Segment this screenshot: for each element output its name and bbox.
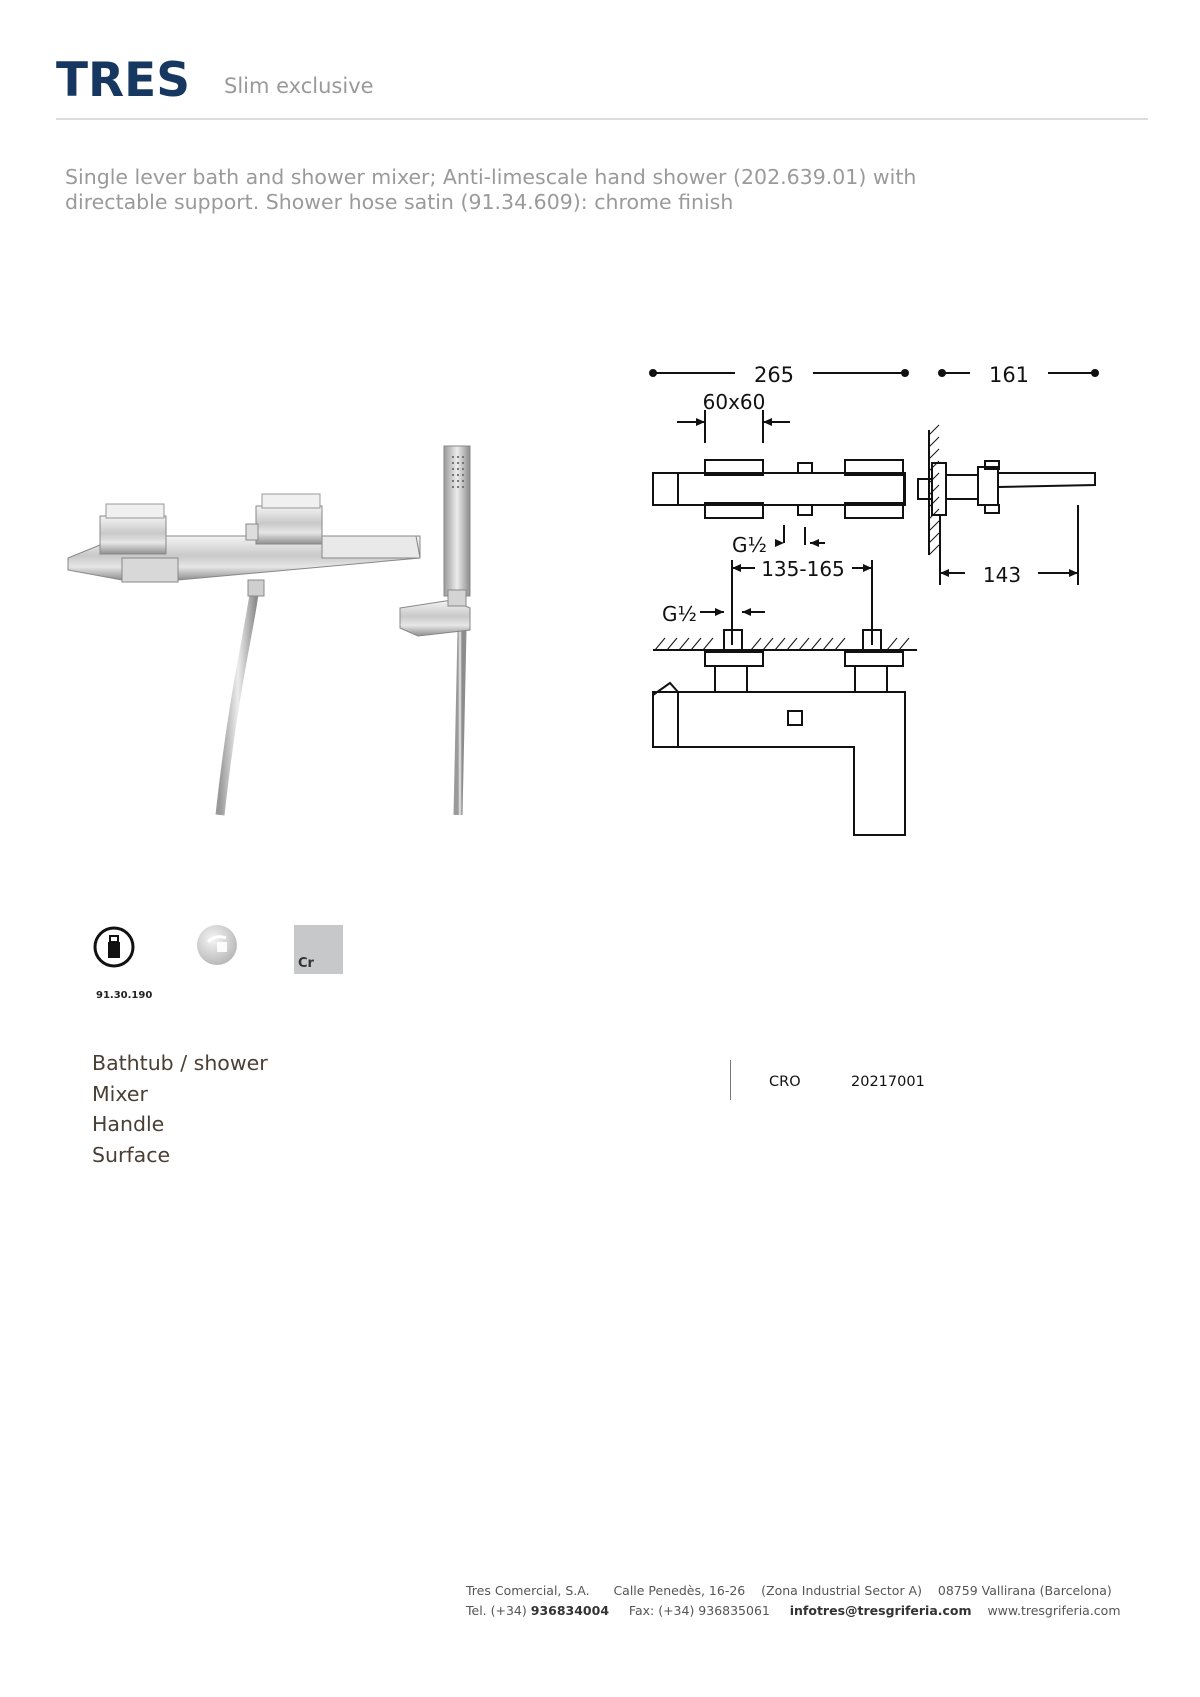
- reference-divider: [730, 1060, 731, 1100]
- description-line-1: Single lever bath and shower mixer; Anti-limescale hand shower (202.639.01) with: [65, 165, 917, 189]
- kit-badge: [92, 925, 142, 987]
- spec-item-surface: Surface: [92, 1142, 171, 1167]
- technical-drawing: [640, 355, 1110, 840]
- finish-swatch: [294, 925, 343, 974]
- footer-email-link[interactable]: infotres@tresgriferia.com: [789, 1603, 972, 1618]
- footer-street: Calle Penedès, 16-26: [613, 1583, 746, 1598]
- footer-tel-number: 936834004: [530, 1603, 610, 1618]
- footer-website-link[interactable]: www.tresgriferia.com: [987, 1603, 1121, 1618]
- product-description: [65, 165, 965, 215]
- dimension-265: 265: [753, 363, 795, 387]
- spec-item-mixer: Mixer: [92, 1081, 148, 1106]
- kit-label: 91.30.190: [96, 990, 153, 1001]
- finish-code: CRO: [769, 1074, 801, 1090]
- description-line-2: directable support. Shower hose satin (91.34.609): chrome finish: [65, 190, 734, 214]
- finish-label: Cr: [298, 956, 314, 971]
- hand-shower-icon: [196, 924, 238, 966]
- dimension-g-half-top: G½: [732, 533, 767, 557]
- footer-address: [466, 1583, 1112, 1598]
- product-photo: [60, 440, 480, 820]
- footer-fax: Fax: (+34) 936835061: [628, 1603, 770, 1618]
- dimension-60x60: 60x60: [702, 390, 766, 414]
- footer-contact: [466, 1603, 1121, 1618]
- dimension-135-165: 135-165: [761, 557, 845, 581]
- spec-list: [92, 1048, 268, 1170]
- logo-text: TRES: [56, 56, 190, 100]
- spec-item-bathtub-shower: Bathtub / shower: [92, 1051, 268, 1075]
- header-divider: [56, 118, 1148, 120]
- footer-zone: (Zona Industrial Sector A): [761, 1583, 922, 1598]
- article-number: 20217001: [851, 1074, 925, 1090]
- footer-city: 08759 Vallirana (Barcelona): [937, 1583, 1112, 1598]
- footer-company: Tres Comercial, S.A.: [466, 1583, 590, 1598]
- tres-logo: [56, 56, 191, 100]
- cartridge-icon: [92, 925, 136, 969]
- dimension-g-half-bottom: G½: [662, 602, 697, 626]
- dimension-143: 143: [982, 563, 1022, 587]
- collection-name: Slim exclusive: [224, 74, 374, 98]
- dimension-161: 161: [988, 363, 1030, 387]
- footer-tel-label: Tel. (+34): [466, 1603, 527, 1618]
- spec-item-handle: Handle: [92, 1112, 165, 1136]
